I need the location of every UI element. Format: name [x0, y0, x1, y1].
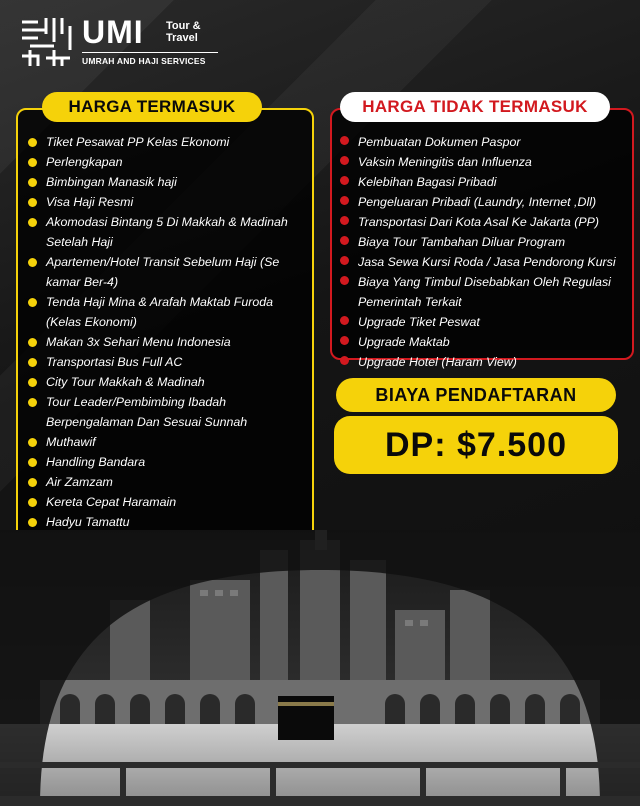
list-item: Tiket Pesawat PP Kelas Ekonomi — [28, 132, 308, 152]
bullet-icon — [28, 438, 37, 447]
list-item: Air Zamzam — [28, 472, 308, 492]
excluded-title: HARGA TIDAK TERMASUK — [340, 92, 610, 122]
down-payment-price: DP: $7.500 — [334, 416, 618, 474]
list-item: Makan 3x Sehari Menu Indonesia — [28, 332, 308, 352]
bullet-icon — [340, 236, 349, 245]
bullet-icon — [28, 158, 37, 167]
list-item: Vaksin Meningitis dan Influenza — [340, 152, 624, 172]
bullet-icon — [28, 338, 37, 347]
list-item: Pembuatan Dokumen Paspor — [340, 132, 624, 152]
bullet-icon — [28, 258, 37, 267]
bullet-icon — [340, 136, 349, 145]
bullet-icon — [28, 378, 37, 387]
list-item: Muthawif — [28, 432, 308, 452]
list-item: Tour Leader/Pembimbing Ibadah Berpengalaman Dan Sesuai Sunnah — [28, 392, 308, 432]
list-item: Upgrade Maktab — [340, 332, 624, 352]
brand-name: UMI — [82, 14, 144, 50]
list-item: Visa Haji Resmi — [28, 192, 308, 212]
brand-subtitle: UMRAH AND HAJI SERVICES — [82, 56, 206, 66]
bullet-icon — [340, 256, 349, 265]
brand-tagline: Tour & Travel — [166, 20, 201, 44]
list-item: Transportasi Dari Kota Asal Ke Jakarta (PP) — [340, 212, 624, 232]
list-item: Apartemen/Hotel Transit Sebelum Haji (Se kamar Ber-4) — [28, 252, 308, 292]
masjid-scene-image — [0, 530, 640, 806]
bullet-icon — [340, 176, 349, 185]
list-item: Biaya Yang Timbul Disebabkan Oleh Regulasi Pemerintah Terkait — [340, 272, 624, 312]
registration-title: BIAYA PENDAFTARAN — [336, 378, 616, 412]
list-item: Handling Bandara — [28, 452, 308, 472]
list-item: Kelebihan Bagasi Pribadi — [340, 172, 624, 192]
list-item: Bimbingan Manasik haji — [28, 172, 308, 192]
bullet-icon — [28, 478, 37, 487]
bullet-icon — [340, 156, 349, 165]
bullet-icon — [340, 316, 349, 325]
bullet-icon — [28, 518, 37, 527]
bullet-icon — [28, 178, 37, 187]
list-item: Transportasi Bus Full AC — [28, 352, 308, 372]
bullet-icon — [340, 356, 349, 365]
list-item: City Tour Makkah & Madinah — [28, 372, 308, 392]
included-list — [28, 132, 308, 532]
bullet-icon — [28, 458, 37, 467]
list-item: Upgrade Hotel (Haram View) — [340, 352, 624, 372]
list-item: Akomodasi Bintang 5 Di Makkah & Madinah Setelah Haji — [28, 212, 308, 252]
logo-mark-icon — [16, 12, 76, 72]
bullet-icon — [340, 196, 349, 205]
bullet-icon — [28, 398, 37, 407]
list-item: Upgrade Tiket Peswat — [340, 312, 624, 332]
included-title: HARGA TERMASUK — [42, 92, 262, 122]
brand-logo — [16, 12, 226, 72]
excluded-list — [340, 132, 624, 372]
list-item: Kereta Cepat Haramain — [28, 492, 308, 512]
bullet-icon — [28, 298, 37, 307]
brand-divider — [82, 52, 218, 53]
bullet-icon — [28, 498, 37, 507]
bullet-icon — [340, 216, 349, 225]
bullet-icon — [28, 358, 37, 367]
list-item: Jasa Sewa Kursi Roda / Jasa Pendorong Kursi — [340, 252, 624, 272]
bullet-icon — [340, 276, 349, 285]
list-item: Biaya Tour Tambahan Diluar Program — [340, 232, 624, 252]
list-item: Hadyu Tamattu — [28, 512, 308, 532]
bullet-icon — [340, 336, 349, 345]
list-item: Tenda Haji Mina & Arafah Maktab Furoda (Kelas Ekonomi) — [28, 292, 308, 332]
list-item: Perlengkapan — [28, 152, 308, 172]
list-item: Pengeluaran Pribadi (Laundry, Internet ,Dll) — [340, 192, 624, 212]
bullet-icon — [28, 218, 37, 227]
bullet-icon — [28, 138, 37, 147]
bullet-icon — [28, 198, 37, 207]
